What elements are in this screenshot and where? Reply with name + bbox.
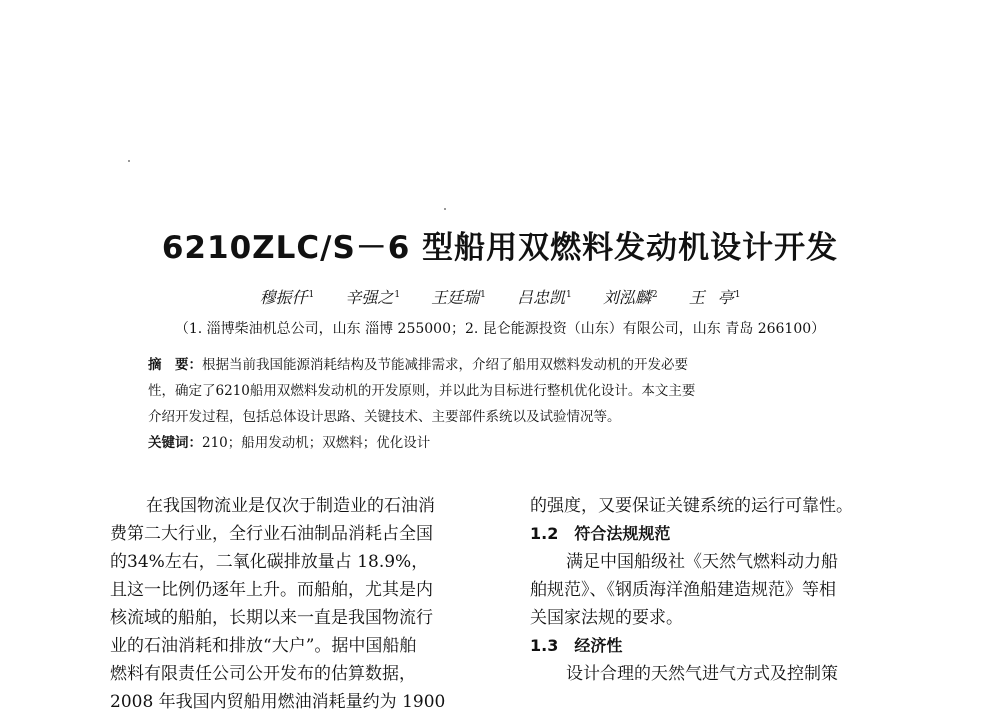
- body-line: 设计合理的天然气进气方式及控制策: [566, 664, 838, 684]
- keywords-line: [148, 430, 878, 456]
- author: 吕忠凯$^1$: [517, 288, 572, 307]
- body-column-left: [110, 492, 500, 716]
- section-heading: 1.2 符合法规规范: [530, 524, 671, 543]
- keywords-label: 关键词：: [148, 435, 202, 451]
- body-line: 且这一比例仍逐年上升。而船舶，尤其是内: [110, 580, 433, 600]
- paper-title: 6210ZLC/S－6 型船用双燃料发动机设计开发: [161, 230, 839, 266]
- scan-speck: [444, 208, 446, 210]
- body-line: 费第二大行业，全行业石油制品消耗占全国: [110, 524, 433, 544]
- author: 王廷瑞$^1$: [431, 288, 486, 307]
- body-line: 燃料有限责任公司公开发布的估算数据，: [110, 664, 416, 684]
- body-line: 舶规范》、《钢质海洋渔船建造规范》等相: [530, 580, 836, 600]
- body-column-right: [530, 492, 920, 688]
- scan-speck: [128, 160, 130, 162]
- abstract-line: 介绍开发过程，包括总体设计思路、关键技术、主要部件系统以及试验情况等。: [148, 409, 621, 425]
- body-line: 核流域的船舶，长期以来一直是我国物流行: [110, 608, 433, 628]
- author-list: [0, 285, 1000, 308]
- body-line: 关国家法规的要求。: [530, 608, 683, 628]
- section-heading: 1.3 经济性: [530, 636, 623, 655]
- abstract-label: 摘 要：: [148, 357, 202, 373]
- author: 穆振仟$^1$: [259, 288, 315, 307]
- affiliations: （1. 淄博柴油机总公司，山东 淄博 255000；2. 昆仑能源投资（山东）有限公司，山东 青岛 266100）: [174, 321, 826, 337]
- body-line: 满足中国船级社《天然气燃料动力船: [566, 552, 838, 572]
- body-line: 业的石油消耗和排放“大户”。据中国船舶: [110, 636, 417, 656]
- author: 辛强之$^1$: [345, 288, 401, 307]
- body-line: 2008 年我国内贸船用燃油消耗量约为 1900: [110, 692, 446, 712]
- author: 王 亭$^1$: [688, 288, 741, 307]
- keywords-text: 210；船用发动机；双燃料；优化设计: [202, 435, 431, 451]
- abstract-block: [148, 352, 878, 456]
- body-line: 的34%左右，二氧化碳排放量占 18.9%，: [110, 552, 429, 572]
- abstract-line: 摘 要：根据当前我国能源消耗结构及节能减排需求，介绍了船用双燃料发动机的开发必要: [148, 357, 688, 373]
- body-line: 在我国物流业是仅次于制造业的石油消: [146, 496, 435, 516]
- abstract-line: 性，确定了6210船用双燃料发动机的开发原则，并以此为目标进行整机优化设计。本文主要: [148, 383, 696, 399]
- author: 刘泓麟$^2$: [602, 288, 658, 307]
- body-line: 的强度，又要保证关键系统的运行可靠性。: [530, 496, 853, 516]
